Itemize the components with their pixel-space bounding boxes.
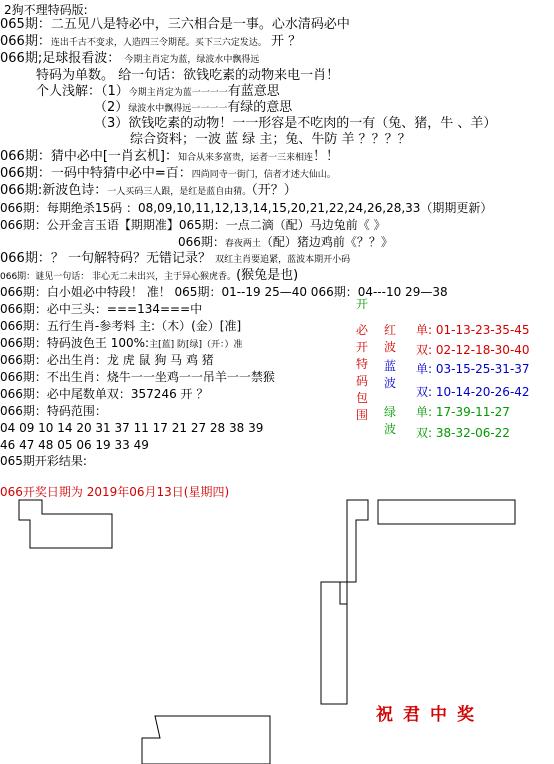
page-title: 2狗不理特码版:	[4, 3, 88, 17]
row-24: 066期：特码范围：	[0, 404, 107, 418]
row-16: 066期：谜见一句话： 非心无二未出兴，主于异心猴虎香。(猴兔是也)	[0, 268, 299, 283]
row-9: 066期：猜中必中[一肖玄机]：知合从来多富贵，运者一三来相连！！	[0, 149, 339, 164]
red-double: 双: 02-12-18-30-40	[416, 343, 530, 357]
congrats-banner: 祝君中奖	[376, 705, 484, 725]
blue-single: 单: 03-15-25-31-37	[416, 362, 530, 376]
row-10: 066期：一码中特猜中必中=百：四尚同寺一街门，信者才述大仙山。	[0, 166, 336, 181]
row-21: 066期：必出生肖：龙 虎 鼠 狗 马 鸡 猪	[0, 353, 214, 367]
row-13: 066期：公开金言玉语【期期准】065期：一点二滴（配）马边兔前《 》	[0, 218, 386, 232]
range-numbers-1: 04 09 10 14 20 31 37 11 17 21 27 28 38 39	[0, 421, 264, 435]
range-numbers-2: 46 47 48 05 06 19 33 49	[0, 438, 149, 452]
outline-shape-bottom	[142, 716, 270, 764]
wave-red: 红波	[383, 323, 396, 354]
row-14: 066期：春夜两土（配）猪边鸡前《？？》	[178, 235, 393, 249]
row-8: 综合资料；一波 蓝 绿 主；兔、牛防 羊 ？？？？	[130, 132, 411, 147]
row-19: 066期：五行生肖-参考料 主:（木）(金）[准]	[0, 319, 242, 333]
side-open-label: 开	[356, 297, 369, 311]
row-17: 066期：白小姐必中特段！ 准！ 065期：01--19 25—40 066期：04---10 29—38	[0, 285, 448, 299]
result-date: 066开奖日期为 2019年06月13日(星期四)	[0, 485, 230, 499]
wave-green: 绿波	[383, 405, 396, 436]
outline-shape-left	[19, 500, 112, 548]
blue-double: 双: 10-14-20-26-42	[416, 385, 530, 399]
row-23: 066期：必中尾数单双：357246 开 ？	[0, 387, 209, 401]
row-18: 066期：必中三头：===134===中	[0, 302, 203, 316]
result-heading: 065期开彩结果:	[0, 454, 87, 468]
green-double: 双: 38-32-06-22	[416, 426, 510, 440]
green-single: 单: 17-39-11-27	[416, 405, 510, 419]
outline-shape-right	[378, 500, 515, 524]
row-7: （3）欲钱吃素的动物！一一形容是不吃肉的一有（兔、猪，牛 、羊）	[94, 116, 497, 131]
row-5: 个人浅解：（1）今期主肖定为蓝一一一一有蓝意思	[36, 84, 280, 99]
row-22: 066期：不出生肖：烧牛一一坐鸡一一吊羊一一禁猴	[0, 370, 275, 384]
outline-shape-mid	[340, 500, 368, 604]
row-4: 特码为单数。 给一句话：欲钱吃素的动物来电一肖！	[36, 68, 340, 83]
row-2: 066期：连出千古不变求，人造四三令期琵。买下三六定发达。 开 ？	[0, 34, 302, 49]
red-single: 单: 01-13-23-35-45	[416, 323, 530, 337]
side-vertical-text: 必开特码包围	[355, 323, 368, 422]
row-20: 066期：特码波色王 100%:主[蓝] 防[绿]（开：）准	[0, 336, 243, 350]
row-11: 066期:新波色诗：一人买码三人跟，是红是蓝自由猜。（开？）	[0, 183, 297, 198]
row-12: 066期：每期绝杀15码 ：08,09,10,11,12,13,14,15,20,21,22,24,26,28,33（期期更新）	[0, 201, 493, 215]
outline-shape-column	[321, 582, 347, 704]
row-15: 066期：？ 一句解特码？无错记录？ 双红主肖要追紧，蓝波本期开小码	[0, 251, 351, 266]
row-1: 065期：二五见八是特必中，三六相合是一事。心水清码必中	[0, 17, 350, 32]
row-3: 066期;足球报看波： 今期主肖定为蓝，绿波水中飘得远	[0, 51, 260, 66]
wave-blue: 蓝波	[383, 359, 396, 390]
row-6: （2）绿波水中飘得远一一一一有绿的意思	[94, 100, 293, 115]
